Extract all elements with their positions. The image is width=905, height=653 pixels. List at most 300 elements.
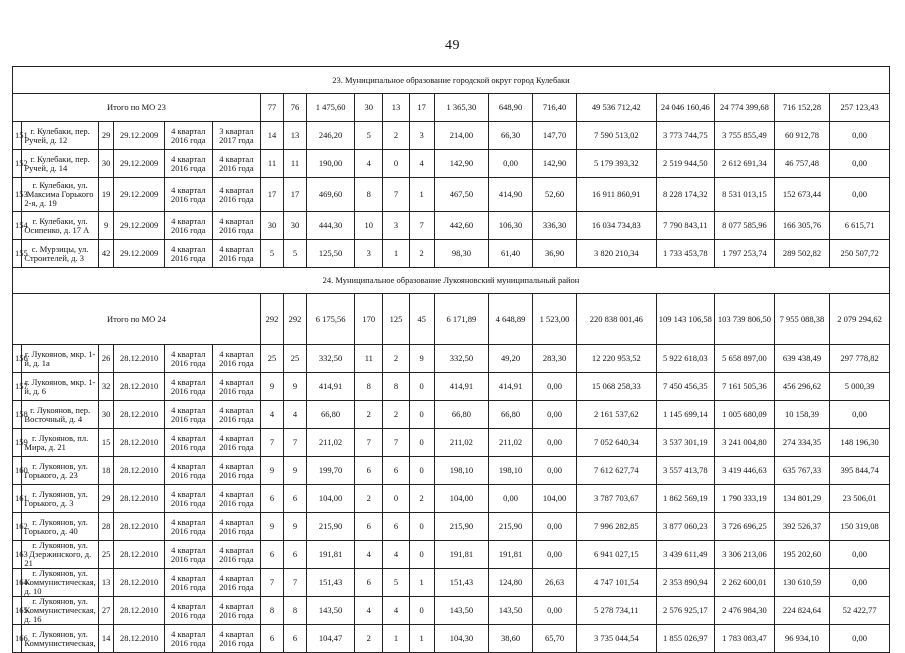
- cell-residents-total: 9: [260, 513, 283, 541]
- cell-cost-fund: 7 450 456,35: [656, 373, 715, 401]
- cell-house-number: 19: [98, 178, 114, 212]
- cell-date: 28.12.2010: [114, 513, 164, 541]
- cell-area-owned: 143,50: [489, 597, 533, 625]
- cell-area-total: 104,00: [307, 485, 355, 513]
- cell-cost-municipal: 96 934,10: [774, 625, 829, 653]
- cell-area-relocated: 98,30: [434, 240, 488, 268]
- cell-area-municipal: 336,30: [533, 212, 577, 240]
- cell-row-number: 164: [13, 569, 22, 597]
- cell-term-start: 4 квартал 2016 года: [164, 513, 212, 541]
- cell-cost-region: 2 612 691,34: [715, 150, 775, 178]
- cell-area-total: 332,50: [307, 345, 355, 373]
- cell-date: 28.12.2010: [114, 625, 164, 653]
- cell-cost-extra: 0,00: [830, 178, 890, 212]
- cell-cost-municipal: 152 673,44: [774, 178, 829, 212]
- cell-area-total: 199,70: [307, 457, 355, 485]
- cell-cost-total: 2 161 537,62: [576, 401, 656, 429]
- cell-area-relocated: 143,50: [434, 597, 488, 625]
- cell-term-start: 4 квартал 2016 года: [164, 597, 212, 625]
- cell-rooms-total: 10: [355, 212, 383, 240]
- cell-cost-total: 5 179 393,32: [576, 150, 656, 178]
- cell-area-relocated: 467,50: [434, 178, 488, 212]
- cell-term-end: 4 квартал 2016 года: [212, 401, 260, 429]
- table-row: [13, 597, 890, 625]
- cell-rooms-owned: 4: [383, 541, 409, 569]
- total-label: Итого по МО 24: [13, 294, 261, 345]
- cell-residents-total: 14: [260, 122, 283, 150]
- cell-area-municipal: 0,00: [533, 513, 577, 541]
- cell-residents-relocated: 4: [284, 401, 307, 429]
- table-row: [13, 569, 890, 597]
- cell-term-end: 4 квартал 2016 года: [212, 569, 260, 597]
- cell-cost-municipal: 274 334,35: [774, 429, 829, 457]
- cell-cost-fund: 1 733 453,78: [656, 240, 715, 268]
- cell-row-number: 165: [13, 597, 22, 625]
- cell-cost-fund: 3 557 413,78: [656, 457, 715, 485]
- cell-term-start: 4 квартал 2016 года: [164, 401, 212, 429]
- cell-address: г. Лукоянов, ул. Дзержинского, д. 21: [22, 541, 98, 569]
- cell-area-municipal: 0,00: [533, 541, 577, 569]
- cell-residents-relocated: 13: [284, 122, 307, 150]
- cell-date: 28.12.2010: [114, 345, 164, 373]
- cell-term-end: 4 квартал 2016 года: [212, 150, 260, 178]
- cell-cost-municipal: 166 305,76: [774, 212, 829, 240]
- cell-address: г. Лукоянов, мкр. 1-й, д. 1а: [22, 345, 98, 373]
- cell-cost-extra: 0,00: [830, 625, 890, 653]
- cell-cost-total: 3 787 703,67: [576, 485, 656, 513]
- cell-term-end: 4 квартал 2016 года: [212, 597, 260, 625]
- cell-cost-fund: 3 537 301,19: [656, 429, 715, 457]
- cell-address: г. Лукоянов, ул. Горького, д. 3: [22, 485, 98, 513]
- cell-term-start: 4 квартал 2016 года: [164, 625, 212, 653]
- cell-cost-region: 3 726 696,25: [715, 513, 775, 541]
- cell-date: 29.12.2009: [114, 212, 164, 240]
- cell-area-municipal: 0,00: [533, 597, 577, 625]
- cell-term-start: 4 квартал 2016 года: [164, 212, 212, 240]
- cell-row-number: 158: [13, 401, 22, 429]
- cell-cost-municipal: 60 912,78: [774, 122, 829, 150]
- cell-area-municipal: 147,70: [533, 122, 577, 150]
- cell-row-number: 152: [13, 150, 22, 178]
- cell-area-relocated: 104,30: [434, 625, 488, 653]
- cell-term-end: 4 квартал 2016 года: [212, 373, 260, 401]
- cell-rooms-total: 5: [355, 122, 383, 150]
- cell-area-owned: 211,02: [489, 429, 533, 457]
- table-row: [13, 457, 890, 485]
- cell-cost-extra: 0,00: [830, 150, 890, 178]
- cell-rooms-municipal: 7: [409, 212, 434, 240]
- cell-date: 28.12.2010: [114, 485, 164, 513]
- cell-address: г. Кулебаки, ул. Максима Горького 2-я, д. 19: [22, 178, 98, 212]
- cell-cost-total: 4 747 101,54: [576, 569, 656, 597]
- cell-term-end: 4 квартал 2016 года: [212, 240, 260, 268]
- cell-residents-total: 6: [260, 485, 283, 513]
- cell-cost-region: 1 797 253,74: [715, 240, 775, 268]
- total-area-owned: 648,90: [489, 94, 533, 122]
- cell-cost-extra: 0,00: [830, 541, 890, 569]
- total-area-total: 1 475,60: [307, 94, 355, 122]
- cell-address: г. Кулебаки, ул. Осипенко, д. 17 А: [22, 212, 98, 240]
- cell-cost-fund: 3 439 611,49: [656, 541, 715, 569]
- cell-cost-region: 3 419 446,63: [715, 457, 775, 485]
- housing-program-table: [12, 66, 890, 653]
- cell-cost-fund: 2 353 890,94: [656, 569, 715, 597]
- cell-cost-municipal: 134 801,29: [774, 485, 829, 513]
- cell-row-number: 159: [13, 429, 22, 457]
- cell-area-owned: 0,00: [489, 150, 533, 178]
- cell-area-total: 191,81: [307, 541, 355, 569]
- cell-area-relocated: 414,91: [434, 373, 488, 401]
- cell-cost-municipal: 224 824,64: [774, 597, 829, 625]
- total-cost-municipal: 7 955 088,38: [774, 294, 829, 345]
- cell-house-number: 14: [98, 625, 114, 653]
- cell-cost-extra: 0,00: [830, 401, 890, 429]
- page-number: 49: [445, 38, 460, 53]
- cell-cost-municipal: 639 438,49: [774, 345, 829, 373]
- cell-area-relocated: 66,80: [434, 401, 488, 429]
- cell-residents-total: 4: [260, 401, 283, 429]
- cell-house-number: 27: [98, 597, 114, 625]
- table-row: [13, 485, 890, 513]
- cell-row-number: 166: [13, 625, 22, 653]
- cell-rooms-owned: 0: [383, 485, 409, 513]
- section-header-row: [13, 67, 890, 94]
- total-cost-total: 220 838 001,46: [576, 294, 656, 345]
- cell-term-start: 4 квартал 2016 года: [164, 429, 212, 457]
- cell-date: 29.12.2009: [114, 240, 164, 268]
- cell-rooms-municipal: 0: [409, 401, 434, 429]
- table-row: [13, 541, 890, 569]
- cell-cost-total: 7 996 282,85: [576, 513, 656, 541]
- table-body: [13, 67, 890, 653]
- cell-residents-total: 11: [260, 150, 283, 178]
- cell-term-end: 4 квартал 2016 года: [212, 212, 260, 240]
- cell-residents-total: 25: [260, 345, 283, 373]
- cell-term-start: 4 квартал 2016 года: [164, 150, 212, 178]
- cell-area-total: 469,60: [307, 178, 355, 212]
- cell-address: г. Кулебаки, пер. Ручей, д. 14: [22, 150, 98, 178]
- cell-house-number: 29: [98, 485, 114, 513]
- cell-residents-total: 30: [260, 212, 283, 240]
- cell-rooms-owned: 7: [383, 178, 409, 212]
- cell-rooms-municipal: 1: [409, 569, 434, 597]
- cell-residents-relocated: 25: [284, 345, 307, 373]
- cell-cost-region: 1 005 680,09: [715, 401, 775, 429]
- cell-rooms-total: 4: [355, 541, 383, 569]
- cell-date: 28.12.2010: [114, 541, 164, 569]
- cell-cost-total: 7 052 640,34: [576, 429, 656, 457]
- total-rooms-municipal: 17: [409, 94, 434, 122]
- cell-rooms-total: 8: [355, 373, 383, 401]
- cell-cost-total: 12 220 953,52: [576, 345, 656, 373]
- cell-area-owned: 38,60: [489, 625, 533, 653]
- cell-cost-total: 3 735 044,54: [576, 625, 656, 653]
- cell-residents-total: 5: [260, 240, 283, 268]
- cell-house-number: 15: [98, 429, 114, 457]
- section-total-row: [13, 294, 890, 345]
- cell-row-number: 156: [13, 345, 22, 373]
- cell-cost-extra: 52 422,77: [830, 597, 890, 625]
- total-area-municipal: 1 523,00: [533, 294, 577, 345]
- cell-area-owned: 49,20: [489, 345, 533, 373]
- cell-area-municipal: 26,63: [533, 569, 577, 597]
- cell-cost-municipal: 130 610,59: [774, 569, 829, 597]
- cell-area-owned: 124,80: [489, 569, 533, 597]
- total-area-municipal: 716,40: [533, 94, 577, 122]
- cell-residents-relocated: 5: [284, 240, 307, 268]
- cell-rooms-owned: 7: [383, 429, 409, 457]
- cell-cost-extra: 297 778,82: [830, 345, 890, 373]
- total-rooms-owned: 125: [383, 294, 409, 345]
- cell-area-total: 125,50: [307, 240, 355, 268]
- cell-row-number: 163: [13, 541, 22, 569]
- table-row: [13, 178, 890, 212]
- total-cost-fund: 24 046 160,46: [656, 94, 715, 122]
- cell-term-end: 4 квартал 2016 года: [212, 457, 260, 485]
- cell-term-end: 4 квартал 2016 года: [212, 541, 260, 569]
- cell-rooms-municipal: 2: [409, 485, 434, 513]
- total-area-total: 6 175,56: [307, 294, 355, 345]
- cell-cost-total: 5 278 734,11: [576, 597, 656, 625]
- cell-cost-fund: 2 576 925,17: [656, 597, 715, 625]
- total-residents-total: 292: [260, 294, 283, 345]
- cell-rooms-total: 4: [355, 150, 383, 178]
- cell-cost-extra: 250 507,72: [830, 240, 890, 268]
- cell-house-number: 13: [98, 569, 114, 597]
- total-cost-municipal: 716 152,28: [774, 94, 829, 122]
- total-area-owned: 4 648,89: [489, 294, 533, 345]
- cell-residents-total: 6: [260, 625, 283, 653]
- cell-rooms-total: 6: [355, 457, 383, 485]
- total-rooms-total: 170: [355, 294, 383, 345]
- cell-residents-total: 8: [260, 597, 283, 625]
- total-rooms-municipal: 45: [409, 294, 434, 345]
- cell-area-municipal: 283,30: [533, 345, 577, 373]
- cell-cost-extra: 23 506,01: [830, 485, 890, 513]
- cell-rooms-owned: 0: [383, 150, 409, 178]
- cell-rooms-owned: 1: [383, 625, 409, 653]
- table-row: [13, 401, 890, 429]
- cell-area-relocated: 211,02: [434, 429, 488, 457]
- cell-rooms-municipal: 0: [409, 541, 434, 569]
- cell-date: 28.12.2010: [114, 429, 164, 457]
- cell-area-total: 444,30: [307, 212, 355, 240]
- cell-cost-fund: 7 790 843,11: [656, 212, 715, 240]
- total-residents-relocated: 292: [284, 294, 307, 345]
- cell-house-number: 30: [98, 401, 114, 429]
- cell-area-relocated: 104,00: [434, 485, 488, 513]
- cell-term-start: 4 квартал 2016 года: [164, 569, 212, 597]
- cell-cost-extra: 148 196,30: [830, 429, 890, 457]
- cell-term-end: 4 квартал 2016 года: [212, 625, 260, 653]
- total-rooms-owned: 13: [383, 94, 409, 122]
- cell-area-municipal: 65,70: [533, 625, 577, 653]
- cell-area-municipal: 0,00: [533, 429, 577, 457]
- total-area-relocated: 6 171,89: [434, 294, 488, 345]
- cell-cost-region: 3 755 855,49: [715, 122, 775, 150]
- cell-address: г. Лукоянов, ул. Коммунистическая, д. 16: [22, 597, 98, 625]
- cell-area-total: 246,20: [307, 122, 355, 150]
- cell-term-end: 3 квартал 2017 года: [212, 122, 260, 150]
- cell-date: 28.12.2010: [114, 569, 164, 597]
- cell-cost-total: 15 068 258,33: [576, 373, 656, 401]
- cell-house-number: 18: [98, 457, 114, 485]
- cell-rooms-total: 6: [355, 513, 383, 541]
- cell-cost-total: 16 911 860,91: [576, 178, 656, 212]
- cell-cost-region: 2 262 600,01: [715, 569, 775, 597]
- table-row: [13, 429, 890, 457]
- cell-area-total: 66,80: [307, 401, 355, 429]
- cell-rooms-total: 4: [355, 597, 383, 625]
- cell-house-number: 25: [98, 541, 114, 569]
- cell-area-relocated: 191,81: [434, 541, 488, 569]
- cell-rooms-owned: 2: [383, 345, 409, 373]
- cell-row-number: 161: [13, 485, 22, 513]
- cell-rooms-total: 8: [355, 178, 383, 212]
- cell-rooms-owned: 1: [383, 240, 409, 268]
- cell-row-number: 157: [13, 373, 22, 401]
- cell-rooms-total: 6: [355, 569, 383, 597]
- cell-residents-relocated: 9: [284, 373, 307, 401]
- cell-date: 29.12.2009: [114, 122, 164, 150]
- cell-cost-region: 3 306 213,06: [715, 541, 775, 569]
- table-row: [13, 240, 890, 268]
- cell-cost-extra: 6 615,71: [830, 212, 890, 240]
- cell-residents-relocated: 9: [284, 513, 307, 541]
- cell-area-owned: 198,10: [489, 457, 533, 485]
- cell-rooms-owned: 3: [383, 212, 409, 240]
- cell-area-relocated: 332,50: [434, 345, 488, 373]
- cell-rooms-municipal: 1: [409, 625, 434, 653]
- cell-address: г. Лукоянов, ул. Горького, д. 40: [22, 513, 98, 541]
- cell-cost-fund: 1 862 569,19: [656, 485, 715, 513]
- cell-cost-fund: 5 922 618,03: [656, 345, 715, 373]
- total-cost-extra: 257 123,43: [830, 94, 890, 122]
- cell-date: 29.12.2009: [114, 178, 164, 212]
- cell-row-number: 154: [13, 212, 22, 240]
- cell-rooms-owned: 5: [383, 569, 409, 597]
- cell-rooms-owned: 2: [383, 122, 409, 150]
- section-title: 23. Муниципальное образование городской округ город Кулебаки: [13, 67, 890, 94]
- cell-rooms-total: 11: [355, 345, 383, 373]
- cell-address: г. Лукоянов, пл. Мира, д. 21: [22, 429, 98, 457]
- cell-rooms-municipal: 1: [409, 178, 434, 212]
- cell-area-owned: 66,30: [489, 122, 533, 150]
- cell-area-relocated: 214,00: [434, 122, 488, 150]
- cell-rooms-municipal: 2: [409, 240, 434, 268]
- cell-cost-total: 16 034 734,83: [576, 212, 656, 240]
- cell-area-owned: 66,80: [489, 401, 533, 429]
- total-area-relocated: 1 365,30: [434, 94, 488, 122]
- cell-cost-extra: 395 844,74: [830, 457, 890, 485]
- cell-cost-municipal: 635 767,33: [774, 457, 829, 485]
- cell-row-number: 155: [13, 240, 22, 268]
- total-residents-relocated: 76: [284, 94, 307, 122]
- cell-residents-relocated: 7: [284, 569, 307, 597]
- cell-residents-relocated: 6: [284, 625, 307, 653]
- cell-cost-region: 5 658 897,00: [715, 345, 775, 373]
- cell-area-municipal: 36,90: [533, 240, 577, 268]
- cell-rooms-municipal: 9: [409, 345, 434, 373]
- cell-rooms-municipal: 3: [409, 122, 434, 150]
- cell-cost-total: 7 612 627,74: [576, 457, 656, 485]
- table-row: [13, 345, 890, 373]
- cell-area-owned: 414,91: [489, 373, 533, 401]
- cell-area-owned: 0,00: [489, 485, 533, 513]
- cell-term-start: 4 квартал 2016 года: [164, 178, 212, 212]
- cell-area-owned: 106,30: [489, 212, 533, 240]
- cell-rooms-owned: 8: [383, 373, 409, 401]
- cell-row-number: 162: [13, 513, 22, 541]
- cell-area-relocated: 151,43: [434, 569, 488, 597]
- table-row: [13, 373, 890, 401]
- cell-rooms-owned: 4: [383, 597, 409, 625]
- cell-area-total: 104,47: [307, 625, 355, 653]
- cell-rooms-municipal: 0: [409, 597, 434, 625]
- cell-address: г. Лукоянов, пер. Восточный, д. 4: [22, 401, 98, 429]
- cell-row-number: 160: [13, 457, 22, 485]
- cell-cost-total: 6 941 027,15: [576, 541, 656, 569]
- cell-address: г. Лукоянов, ул. Горького, д. 23: [22, 457, 98, 485]
- table-row: [13, 212, 890, 240]
- cell-residents-relocated: 6: [284, 541, 307, 569]
- cell-rooms-total: 2: [355, 401, 383, 429]
- cell-residents-relocated: 7: [284, 429, 307, 457]
- cell-cost-region: 2 476 984,30: [715, 597, 775, 625]
- cell-term-end: 4 квартал 2016 года: [212, 513, 260, 541]
- cell-rooms-municipal: 0: [409, 457, 434, 485]
- table-row: [13, 513, 890, 541]
- cell-date: 28.12.2010: [114, 597, 164, 625]
- cell-term-start: 4 квартал 2016 года: [164, 457, 212, 485]
- cell-residents-relocated: 17: [284, 178, 307, 212]
- cell-house-number: 42: [98, 240, 114, 268]
- cell-house-number: 32: [98, 373, 114, 401]
- cell-area-municipal: 0,00: [533, 373, 577, 401]
- section-header-row: [13, 268, 890, 294]
- cell-cost-extra: 0,00: [830, 122, 890, 150]
- cell-cost-fund: 8 228 174,32: [656, 178, 715, 212]
- cell-area-total: 211,02: [307, 429, 355, 457]
- cell-cost-region: 7 161 505,36: [715, 373, 775, 401]
- cell-residents-relocated: 8: [284, 597, 307, 625]
- cell-cost-municipal: 195 202,60: [774, 541, 829, 569]
- total-cost-region: 24 774 399,68: [715, 94, 775, 122]
- cell-area-total: 190,00: [307, 150, 355, 178]
- cell-area-owned: 191,81: [489, 541, 533, 569]
- cell-cost-fund: 3 773 744,75: [656, 122, 715, 150]
- cell-cost-municipal: 392 526,37: [774, 513, 829, 541]
- cell-cost-extra: 5 000,39: [830, 373, 890, 401]
- cell-cost-total: 7 590 513,02: [576, 122, 656, 150]
- cell-residents-total: 9: [260, 457, 283, 485]
- cell-cost-fund: 1 145 699,14: [656, 401, 715, 429]
- cell-residents-relocated: 11: [284, 150, 307, 178]
- cell-house-number: 29: [98, 122, 114, 150]
- cell-rooms-total: 2: [355, 625, 383, 653]
- cell-address: г. Лукоянов, ул. Коммунистическая,: [22, 625, 98, 653]
- cell-term-end: 4 квартал 2016 года: [212, 345, 260, 373]
- cell-cost-region: 1 783 083,47: [715, 625, 775, 653]
- cell-area-total: 414,91: [307, 373, 355, 401]
- table-row: [13, 625, 890, 653]
- cell-residents-total: 7: [260, 429, 283, 457]
- table-row: [13, 122, 890, 150]
- cell-area-relocated: 142,90: [434, 150, 488, 178]
- cell-house-number: 28: [98, 513, 114, 541]
- total-residents-total: 77: [260, 94, 283, 122]
- cell-residents-total: 6: [260, 541, 283, 569]
